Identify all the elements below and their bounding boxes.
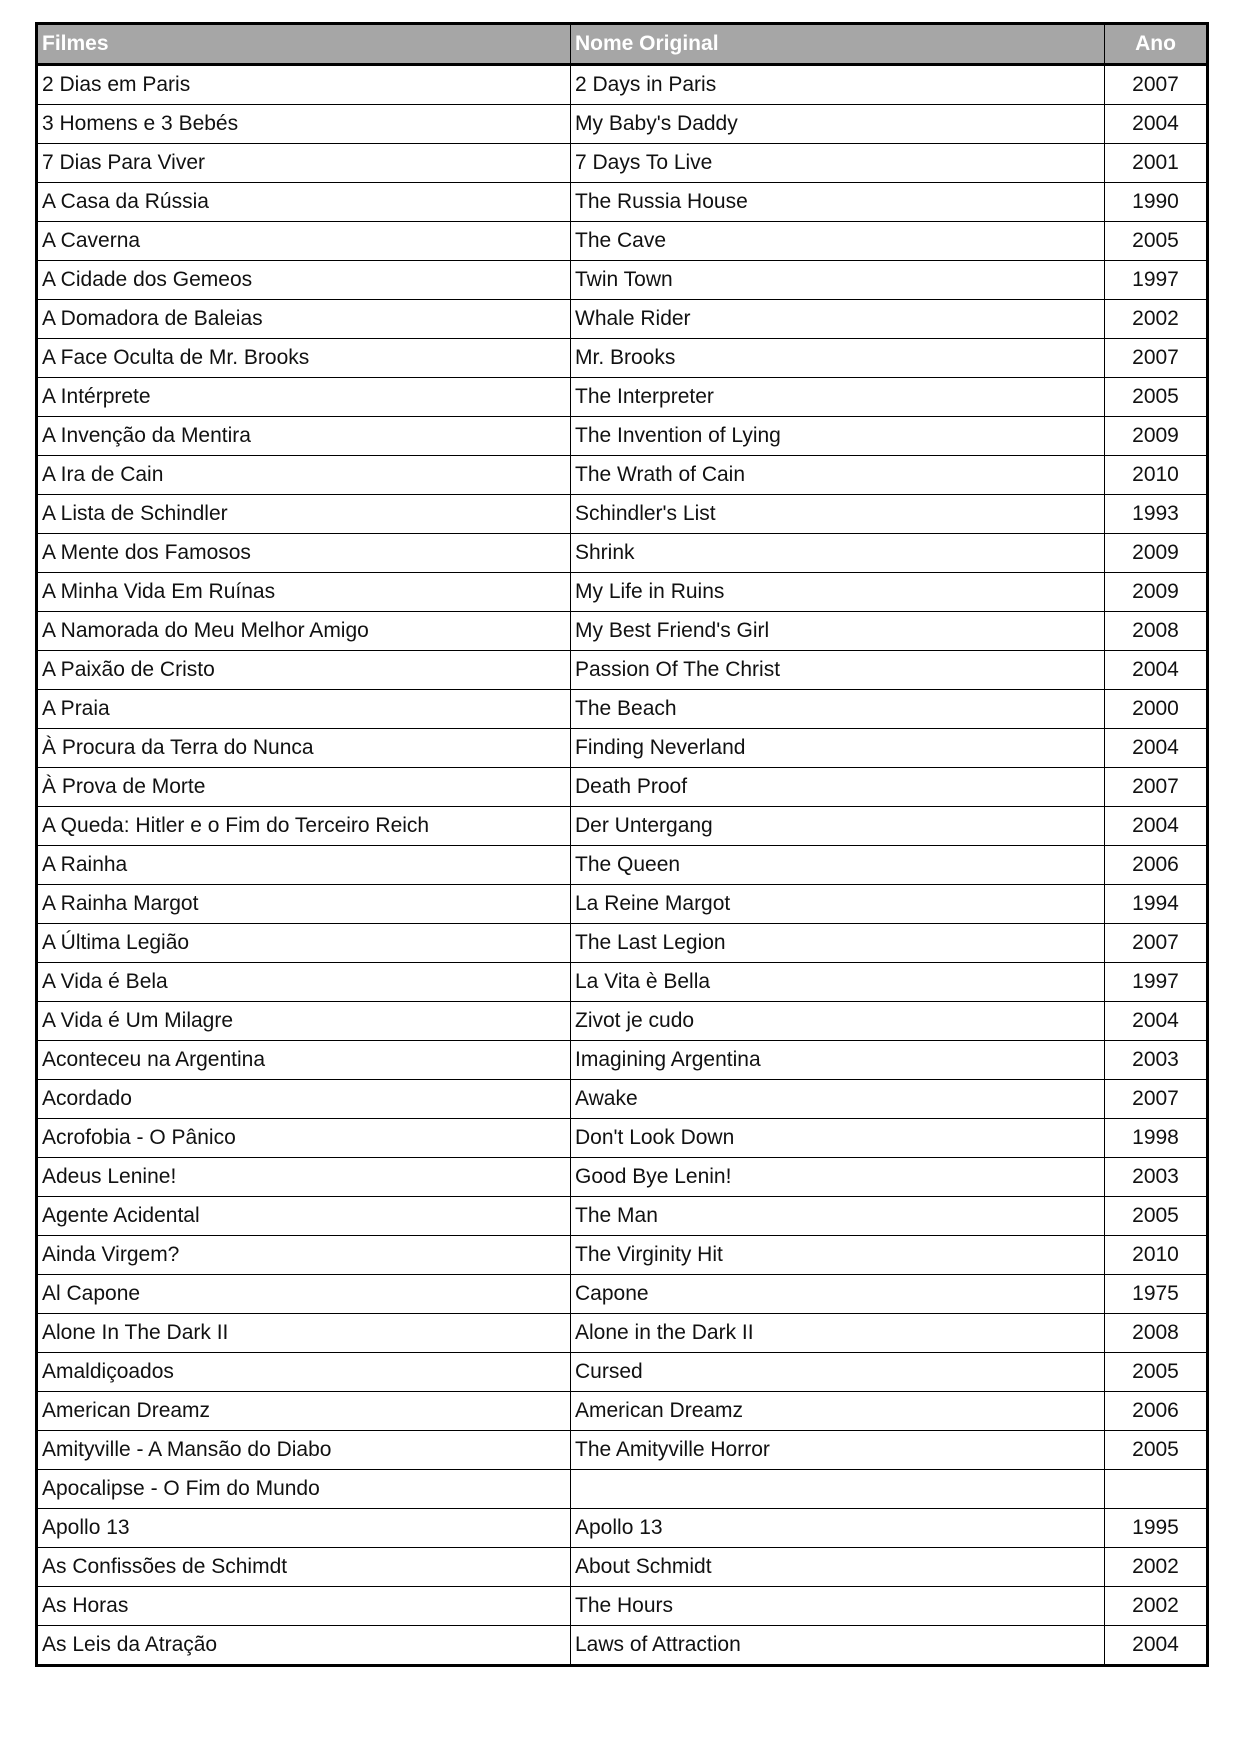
- cell-ano: 1998: [1105, 1119, 1208, 1158]
- table-row: [37, 963, 1208, 1002]
- header-ano: Ano: [1105, 24, 1208, 65]
- cell-filme: 2 Dias em Paris: [37, 65, 571, 105]
- table-row: [37, 1626, 1208, 1666]
- cell-filme: Amityville - A Mansão do Diabo: [37, 1431, 571, 1470]
- table-row: [37, 651, 1208, 690]
- cell-nome-original: Don't Look Down: [571, 1119, 1105, 1158]
- table-row: [37, 573, 1208, 612]
- cell-nome-original: The Interpreter: [571, 378, 1105, 417]
- cell-nome-original: Zivot je cudo: [571, 1002, 1105, 1041]
- table-row: [37, 1158, 1208, 1197]
- movie-table: [35, 22, 1209, 1667]
- table-row: [37, 261, 1208, 300]
- cell-filme: Ainda Virgem?: [37, 1236, 571, 1275]
- cell-filme: Al Capone: [37, 1275, 571, 1314]
- table-row: [37, 1470, 1208, 1509]
- cell-nome-original: Laws of Attraction: [571, 1626, 1105, 1666]
- cell-nome-original: About Schmidt: [571, 1548, 1105, 1587]
- table-row: [37, 1080, 1208, 1119]
- cell-filme: Amaldiçoados: [37, 1353, 571, 1392]
- cell-ano: 2005: [1105, 1431, 1208, 1470]
- table-header: [37, 24, 1208, 65]
- cell-filme: A Rainha: [37, 846, 571, 885]
- table-row: [37, 729, 1208, 768]
- cell-nome-original: Good Bye Lenin!: [571, 1158, 1105, 1197]
- cell-filme: A Minha Vida Em Ruínas: [37, 573, 571, 612]
- cell-filme: A Última Legião: [37, 924, 571, 963]
- cell-filme: Apollo 13: [37, 1509, 571, 1548]
- cell-nome-original: Imagining Argentina: [571, 1041, 1105, 1080]
- table-row: [37, 183, 1208, 222]
- table-row: [37, 1002, 1208, 1041]
- cell-ano: 2007: [1105, 924, 1208, 963]
- cell-filme: Acordado: [37, 1080, 571, 1119]
- cell-filme: 7 Dias Para Viver: [37, 144, 571, 183]
- cell-ano: 2009: [1105, 534, 1208, 573]
- cell-filme: A Vida é Um Milagre: [37, 1002, 571, 1041]
- cell-nome-original: La Vita è Bella: [571, 963, 1105, 1002]
- cell-ano: 1997: [1105, 261, 1208, 300]
- cell-ano: 2004: [1105, 1002, 1208, 1041]
- table-row: [37, 612, 1208, 651]
- movie-list-sheet: [35, 22, 1206, 1667]
- table-row: [37, 1314, 1208, 1353]
- cell-filme: A Praia: [37, 690, 571, 729]
- table-row: [37, 807, 1208, 846]
- table-row: [37, 1431, 1208, 1470]
- table-row: [37, 690, 1208, 729]
- cell-ano: 2007: [1105, 339, 1208, 378]
- table-body: [37, 65, 1208, 1666]
- cell-nome-original: Death Proof: [571, 768, 1105, 807]
- table-row: [37, 222, 1208, 261]
- table-row: [37, 300, 1208, 339]
- header-row: [37, 24, 1208, 65]
- cell-nome-original: My Life in Ruins: [571, 573, 1105, 612]
- cell-ano: 2004: [1105, 651, 1208, 690]
- cell-nome-original: The Beach: [571, 690, 1105, 729]
- cell-filme: A Domadora de Baleias: [37, 300, 571, 339]
- cell-filme: 3 Homens e 3 Bebés: [37, 105, 571, 144]
- cell-ano: 1990: [1105, 183, 1208, 222]
- cell-ano: 2009: [1105, 573, 1208, 612]
- cell-filme: À Prova de Morte: [37, 768, 571, 807]
- cell-filme: A Paixão de Cristo: [37, 651, 571, 690]
- cell-ano: 1994: [1105, 885, 1208, 924]
- cell-nome-original: The Hours: [571, 1587, 1105, 1626]
- cell-filme: A Namorada do Meu Melhor Amigo: [37, 612, 571, 651]
- cell-filme: A Intérprete: [37, 378, 571, 417]
- cell-nome-original: The Amityville Horror: [571, 1431, 1105, 1470]
- cell-ano: 2002: [1105, 300, 1208, 339]
- cell-filme: Agente Acidental: [37, 1197, 571, 1236]
- cell-nome-original: 7 Days To Live: [571, 144, 1105, 183]
- cell-nome-original: American Dreamz: [571, 1392, 1105, 1431]
- cell-nome-original: Finding Neverland: [571, 729, 1105, 768]
- cell-nome-original: The Virginity Hit: [571, 1236, 1105, 1275]
- table-row: [37, 1392, 1208, 1431]
- cell-ano: 2004: [1105, 807, 1208, 846]
- table-row: [37, 65, 1208, 105]
- cell-nome-original: Apollo 13: [571, 1509, 1105, 1548]
- cell-nome-original: Passion Of The Christ: [571, 651, 1105, 690]
- table-row: [37, 339, 1208, 378]
- cell-filme: Adeus Lenine!: [37, 1158, 571, 1197]
- cell-filme: A Invenção da Mentira: [37, 417, 571, 456]
- cell-filme: A Vida é Bela: [37, 963, 571, 1002]
- cell-ano: 2003: [1105, 1041, 1208, 1080]
- table-row: [37, 456, 1208, 495]
- cell-ano: 1995: [1105, 1509, 1208, 1548]
- cell-filme: American Dreamz: [37, 1392, 571, 1431]
- cell-nome-original: My Baby's Daddy: [571, 105, 1105, 144]
- cell-nome-original: The Man: [571, 1197, 1105, 1236]
- cell-filme: À Procura da Terra do Nunca: [37, 729, 571, 768]
- cell-ano: 1997: [1105, 963, 1208, 1002]
- cell-filme: A Cidade dos Gemeos: [37, 261, 571, 300]
- cell-filme: As Leis da Atração: [37, 1626, 571, 1666]
- cell-ano: 1975: [1105, 1275, 1208, 1314]
- cell-ano: 2003: [1105, 1158, 1208, 1197]
- cell-ano: 2007: [1105, 65, 1208, 105]
- cell-nome-original: The Cave: [571, 222, 1105, 261]
- table-row: [37, 378, 1208, 417]
- cell-nome-original: Schindler's List: [571, 495, 1105, 534]
- table-row: [37, 768, 1208, 807]
- table-row: [37, 1236, 1208, 1275]
- cell-nome-original: Capone: [571, 1275, 1105, 1314]
- cell-filme: A Ira de Cain: [37, 456, 571, 495]
- cell-nome-original: The Wrath of Cain: [571, 456, 1105, 495]
- cell-filme: As Horas: [37, 1587, 571, 1626]
- cell-ano: 2007: [1105, 768, 1208, 807]
- cell-nome-original: Shrink: [571, 534, 1105, 573]
- cell-filme: A Face Oculta de Mr. Brooks: [37, 339, 571, 378]
- cell-nome-original: Whale Rider: [571, 300, 1105, 339]
- table-row: [37, 1509, 1208, 1548]
- cell-nome-original: Mr. Brooks: [571, 339, 1105, 378]
- table-row: [37, 1548, 1208, 1587]
- cell-ano: 2009: [1105, 417, 1208, 456]
- table-row: [37, 1197, 1208, 1236]
- cell-nome-original: The Invention of Lying: [571, 417, 1105, 456]
- cell-filme: As Confissões de Schimdt: [37, 1548, 571, 1587]
- table-row: [37, 1275, 1208, 1314]
- table-row: [37, 846, 1208, 885]
- cell-nome-original: Der Untergang: [571, 807, 1105, 846]
- table-row: [37, 1353, 1208, 1392]
- cell-ano: 2007: [1105, 1080, 1208, 1119]
- table-row: [37, 105, 1208, 144]
- cell-ano: 2008: [1105, 1314, 1208, 1353]
- cell-ano: 2002: [1105, 1587, 1208, 1626]
- cell-ano: [1105, 1470, 1208, 1509]
- cell-nome-original: Twin Town: [571, 261, 1105, 300]
- cell-filme: Acrofobia - O Pânico: [37, 1119, 571, 1158]
- table-row: [37, 885, 1208, 924]
- table-row: [37, 924, 1208, 963]
- table-row: [37, 1119, 1208, 1158]
- table-row: [37, 144, 1208, 183]
- cell-ano: 2008: [1105, 612, 1208, 651]
- cell-nome-original: My Best Friend's Girl: [571, 612, 1105, 651]
- cell-nome-original: The Queen: [571, 846, 1105, 885]
- cell-ano: 2005: [1105, 1197, 1208, 1236]
- cell-filme: A Mente dos Famosos: [37, 534, 571, 573]
- cell-filme: A Caverna: [37, 222, 571, 261]
- header-nome-original: Nome Original: [571, 24, 1105, 65]
- cell-nome-original: 2 Days in Paris: [571, 65, 1105, 105]
- cell-filme: A Lista de Schindler: [37, 495, 571, 534]
- cell-nome-original: The Last Legion: [571, 924, 1105, 963]
- table-row: [37, 495, 1208, 534]
- cell-ano: 2006: [1105, 1392, 1208, 1431]
- cell-nome-original: Alone in the Dark II: [571, 1314, 1105, 1353]
- cell-ano: 2004: [1105, 1626, 1208, 1666]
- cell-ano: 2002: [1105, 1548, 1208, 1587]
- cell-ano: 2006: [1105, 846, 1208, 885]
- cell-filme: Apocalipse - O Fim do Mundo: [37, 1470, 571, 1509]
- cell-nome-original: La Reine Margot: [571, 885, 1105, 924]
- cell-nome-original: Awake: [571, 1080, 1105, 1119]
- cell-filme: A Casa da Rússia: [37, 183, 571, 222]
- cell-ano: 2001: [1105, 144, 1208, 183]
- cell-ano: 2010: [1105, 1236, 1208, 1275]
- cell-ano: 2005: [1105, 378, 1208, 417]
- cell-filme: Alone In The Dark II: [37, 1314, 571, 1353]
- cell-ano: 2004: [1105, 729, 1208, 768]
- table-row: [37, 417, 1208, 456]
- cell-filme: A Queda: Hitler e o Fim do Terceiro Reich: [37, 807, 571, 846]
- cell-ano: 2005: [1105, 222, 1208, 261]
- cell-ano: 2000: [1105, 690, 1208, 729]
- cell-ano: 2010: [1105, 456, 1208, 495]
- cell-nome-original: Cursed: [571, 1353, 1105, 1392]
- cell-filme: A Rainha Margot: [37, 885, 571, 924]
- cell-ano: 2005: [1105, 1353, 1208, 1392]
- cell-filme: Aconteceu na Argentina: [37, 1041, 571, 1080]
- table-row: [37, 534, 1208, 573]
- cell-nome-original: The Russia House: [571, 183, 1105, 222]
- cell-ano: 2004: [1105, 105, 1208, 144]
- table-row: [37, 1587, 1208, 1626]
- header-filmes: Filmes: [37, 24, 571, 65]
- cell-ano: 1993: [1105, 495, 1208, 534]
- table-row: [37, 1041, 1208, 1080]
- cell-nome-original: [571, 1470, 1105, 1509]
